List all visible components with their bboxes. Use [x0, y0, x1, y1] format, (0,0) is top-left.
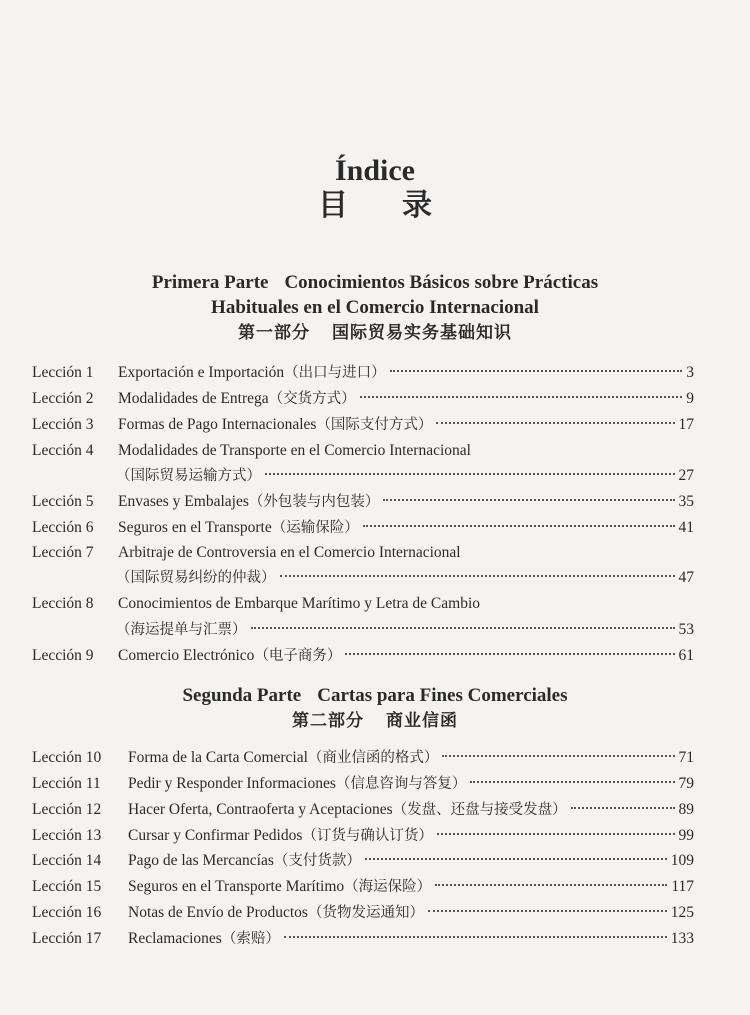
dot-leader	[470, 781, 674, 783]
page-number: 125	[670, 904, 694, 921]
page-number: 53	[678, 621, 694, 638]
lesson-title: Arbitraje de Controversia en el Comercio Internacional	[118, 544, 461, 561]
toc-entry[interactable]	[0, 643, 750, 669]
dot-leader	[265, 473, 675, 475]
lesson-title: Pago de las Mercancías	[128, 852, 274, 869]
part-2-heading	[0, 683, 750, 734]
lesson-number: Lección 14	[32, 852, 102, 869]
toc-entry[interactable]	[0, 900, 750, 926]
toc-entry-continuation[interactable]	[0, 565, 750, 591]
toc-entry[interactable]	[0, 386, 750, 412]
page-number: 89	[678, 801, 694, 818]
index-title-chinese: 目录	[318, 188, 486, 223]
toc-entry[interactable]	[0, 360, 750, 386]
page-number: 47	[678, 569, 694, 586]
dot-leader	[251, 627, 675, 629]
lesson-number: Lección 11	[32, 775, 101, 792]
dot-leader	[363, 525, 675, 527]
lesson-number: Lección 12	[32, 801, 102, 818]
lesson-title-chinese: （海运提单与汇票）	[116, 622, 247, 638]
toc-entry[interactable]	[0, 771, 750, 797]
lesson-title: Modalidades de Transporte en el Comercio Internacional	[118, 442, 471, 459]
page-number: 133	[670, 930, 694, 947]
lesson-title: Pedir y Responder Informaciones	[128, 775, 336, 792]
toc-entry[interactable]	[0, 591, 750, 617]
lesson-title: Reclamaciones	[128, 930, 222, 947]
page-number: 99	[678, 827, 694, 844]
page-number: 79	[678, 775, 694, 792]
lesson-title: Exportación e Importación	[118, 364, 285, 381]
part-2-title-chinese: 商业信函	[386, 711, 458, 731]
lesson-title: Conocimientos de Embarque Marítimo y Letra de Cambio	[118, 595, 481, 612]
lesson-title-chinese: （索赔）	[221, 931, 280, 947]
lesson-title-chinese: （电子商务）	[254, 648, 342, 664]
lesson-number: Lección 16	[32, 904, 102, 921]
dot-leader	[280, 575, 675, 577]
lesson-number: Lección 10	[32, 749, 102, 766]
lesson-title: Forma de la Carta Comercial	[128, 749, 308, 766]
part-1-title-chinese: 国际贸易实务基础知识	[332, 323, 512, 343]
dot-leader	[428, 910, 667, 912]
page-number: 61	[678, 647, 694, 664]
toc-entry[interactable]	[0, 489, 750, 515]
part-1-heading	[0, 270, 750, 346]
dot-leader	[442, 755, 674, 757]
toc-entry[interactable]	[0, 874, 750, 900]
lesson-title-chinese: （国际贸易运输方式）	[116, 468, 261, 484]
toc-entry[interactable]	[0, 926, 750, 952]
lesson-title: Modalidades de Entrega	[118, 390, 269, 407]
lesson-number: Lección 3	[32, 416, 94, 433]
toc-entry-continuation[interactable]	[0, 617, 750, 643]
lesson-number: Lección 13	[32, 827, 102, 844]
page-number: 3	[686, 364, 694, 381]
lesson-number: Lección 9	[32, 647, 94, 664]
page-number: 41	[678, 519, 694, 536]
index-title: Índice	[334, 154, 415, 187]
lesson-title-chinese: （外包装与内包装）	[248, 494, 380, 510]
lesson-number: Lección 5	[32, 493, 94, 510]
dot-leader	[571, 807, 675, 809]
lesson-title: Hacer Oferta, Contraoferta y Aceptaciones	[128, 801, 393, 818]
part-1-label: Primera Parte	[151, 272, 269, 293]
page-number: 27	[678, 467, 694, 484]
dot-leader	[284, 936, 667, 938]
toc-entry[interactable]	[0, 540, 750, 566]
page-number: 109	[670, 852, 694, 869]
dot-leader	[437, 833, 675, 835]
toc-entry[interactable]	[0, 412, 750, 438]
lesson-title: Notas de Envío de Productos	[128, 904, 308, 921]
lesson-title-chinese: （国际贸易纠纷的仲裁）	[116, 570, 276, 586]
page-number: 9	[686, 390, 694, 407]
page-number: 17	[678, 416, 694, 433]
dot-leader	[383, 499, 674, 501]
lesson-title-chinese: （国际支付方式）	[316, 417, 433, 433]
lesson-title-chinese: （支付货款）	[273, 853, 361, 869]
part-1-title-line1: Conocimientos Básicos sobre Prácticas	[284, 272, 599, 293]
lesson-title-chinese: （信息咨询与答复）	[335, 776, 467, 792]
part-2-title: Cartas para Fines Comerciales	[317, 685, 568, 706]
toc-entry[interactable]	[0, 745, 750, 771]
toc-entry-continuation[interactable]	[0, 463, 750, 489]
lesson-title-chinese: （商业信函的格式）	[307, 750, 439, 766]
lesson-title: Seguros en el Transporte Marítimo	[128, 878, 345, 895]
part-2-label-chinese: 第二部分	[292, 711, 364, 731]
part-2-label: Segunda Parte	[182, 685, 302, 706]
page-number: 35	[678, 493, 694, 510]
dot-leader	[436, 422, 674, 424]
toc-entry[interactable]	[0, 515, 750, 541]
dot-leader	[360, 396, 683, 398]
lesson-title-chinese: （发盘、还盘与接受发盘）	[392, 802, 567, 818]
part-1-label-chinese: 第一部分	[238, 323, 310, 343]
page-number: 117	[671, 878, 694, 895]
dot-leader	[365, 858, 667, 860]
lesson-title: Comercio Electrónico	[118, 647, 255, 664]
lesson-title-chinese: （运输保险）	[271, 520, 359, 536]
lesson-number: Lección 15	[32, 878, 102, 895]
lesson-number: Lección 8	[32, 595, 94, 612]
part-1-title-line2: Habituales en el Comercio Internacional	[211, 297, 539, 318]
lesson-title: Cursar y Confirmar Pedidos	[128, 827, 303, 844]
lesson-title: Envases y Embalajes	[118, 493, 249, 510]
lesson-title: Formas de Pago Internacionales	[118, 416, 317, 433]
lesson-title-chinese: （海运保险）	[344, 879, 432, 895]
toc-entry[interactable]	[0, 848, 750, 874]
lesson-title-chinese: （订货与确认订货）	[302, 828, 433, 844]
dot-leader	[435, 884, 667, 886]
lesson-title: Seguros en el Transporte	[118, 519, 272, 536]
dot-leader	[390, 370, 683, 372]
lesson-number: Lección 17	[32, 930, 102, 947]
page-number: 71	[678, 749, 694, 766]
lesson-number: Lección 1	[32, 364, 94, 381]
lesson-number: Lección 4	[32, 442, 94, 459]
lesson-title-chinese: （货物发运通知）	[307, 905, 424, 921]
toc-entry[interactable]	[0, 438, 750, 464]
dot-leader	[345, 653, 674, 655]
lesson-title-chinese: （交货方式）	[268, 391, 356, 407]
lesson-number: Lección 6	[32, 519, 94, 536]
lesson-title-chinese: （出口与进口）	[284, 365, 386, 381]
lesson-number: Lección 7	[32, 544, 94, 561]
lesson-number: Lección 2	[32, 390, 94, 407]
toc-entry[interactable]	[0, 823, 750, 849]
toc-entry[interactable]	[0, 797, 750, 823]
